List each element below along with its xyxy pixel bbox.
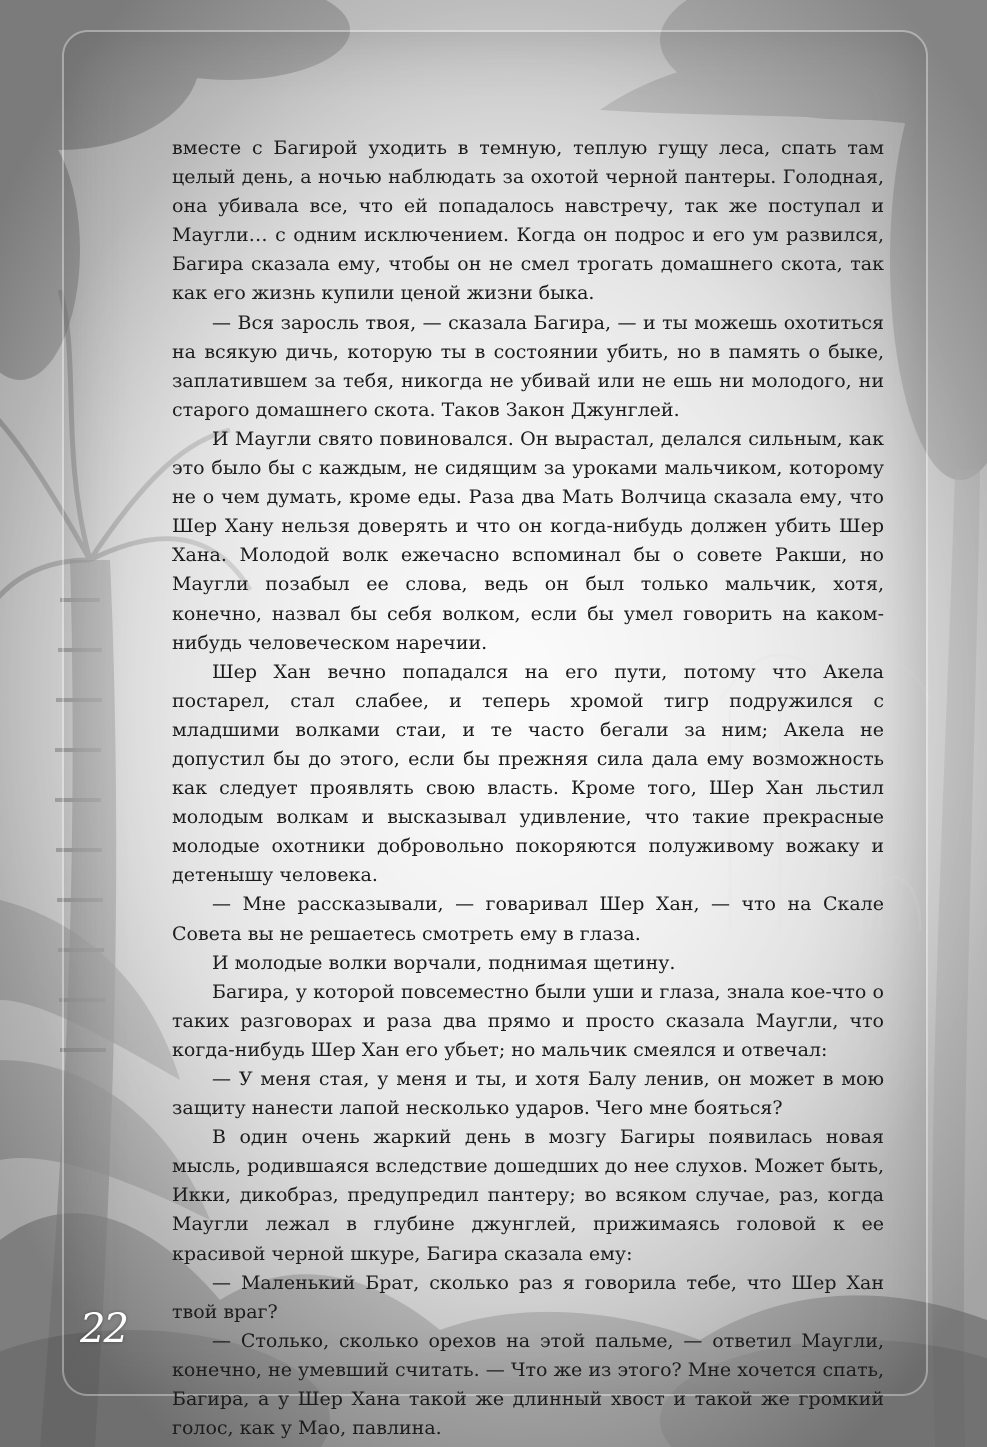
story-text [172, 134, 884, 1443]
paragraph: Багира, у которой повсеместно были уши и глаза, знала кое-что о таких разговорах и раза два прямо и просто сказала Маугли, что когда-нибудь Шер Хан его убьет; но мальчик смеялся и отвечал: [172, 980, 884, 1061]
page-number: 22 [80, 1306, 127, 1352]
paragraph: — У меня стая, у меня и ты, и хотя Балу ленив, он может в мою защиту нанести лапой несколько ударов. Чего мне бояться? [172, 1068, 884, 1120]
paragraph: — Маленький Брат, сколько раз я говорила тебе, что Шер Хан твой враг? [172, 1271, 884, 1323]
paragraph: И Маугли свято повиновался. Он вырастал, делался сильным, как это было бы с каждым, не сидящим за уроками мальчиком, которому не о чем думать, кроме еды. Раза два Мать Волчица сказала ему, что Шер Хану нельзя доверять и что он когда-нибудь должен убить Шер Хана. Молодой волк ежечасно вспоминал бы о совете Ракши, но Маугли позабыл ее слова, ведь он был только мальчик, хотя, конечно, назвал бы себя волком, если бы умел говорить на каком-нибудь человеческом наречии. [172, 427, 884, 654]
paragraph: — Мне рассказывали, — говаривал Шер Хан, — что на Скале Совета вы не решаетесь смотреть ему в глаза. [172, 893, 884, 945]
paragraph: — Столько, сколько орехов на этой пальме, — ответил Маугли, конечно, не умевший считать. — Что же из этого? Мне хочется спать, Багира, а у Шер Хана такой же длинный хвост и такой же громкий голос, как у Мао, павлина. [172, 1329, 884, 1440]
paragraph: вместе с Багирой уходить в темную, теплую гущу леса, спать там целый день, а ночью наблюдать за охотой черной пантеры. Голодная, она убивала все, что ей попадалось навстречу, так же поступал и Маугли… с одним исключением. Когда он подрос и его ум развился, Багира сказала ему, чтобы он не смел трогать домашнего скота, так как его жизнь купили ценой жизни быка. [172, 137, 884, 305]
paragraph: В один очень жаркий день в мозгу Багиры появилась новая мысль, родившаяся вследствие дошедших до нее слухов. Может быть, Икки, дикобраз, предупредил пантеру; во всяком случае, раз, когда Маугли лежал в глубине джунглей, прижимаясь головой к ее красивой черной шкуре, Багира сказала ему: [172, 1126, 884, 1265]
paragraph: — Вся заросль твоя, — сказала Багира, — и ты можешь охотиться на всякую дичь, которую ты в состоянии убить, но в память о быке, заплатившем за тебя, никогда не убивай или не ешь ни молодого, ни старого домашнего скота. Таков Закон Джунглей. [172, 311, 884, 421]
paragraph: И молодые волки ворчали, поднимая щетину. [212, 951, 676, 974]
paragraph: Шер Хан вечно попадался на его пути, потому что Акела постарел, стал слабее, и теперь хромой тигр подружился с младшими волками стаи, и те часто бегали за ним; Акела не допустил бы до этого, если бы прежняя сила дала ему возможность как следует проявлять свою власть. Кроме того, Шер Хан льстил молодым волкам и высказывал удивление, что такие прекрасные молодые охотники добровольно покоряются полуживому вожаку и детенышу человека. [172, 660, 884, 887]
